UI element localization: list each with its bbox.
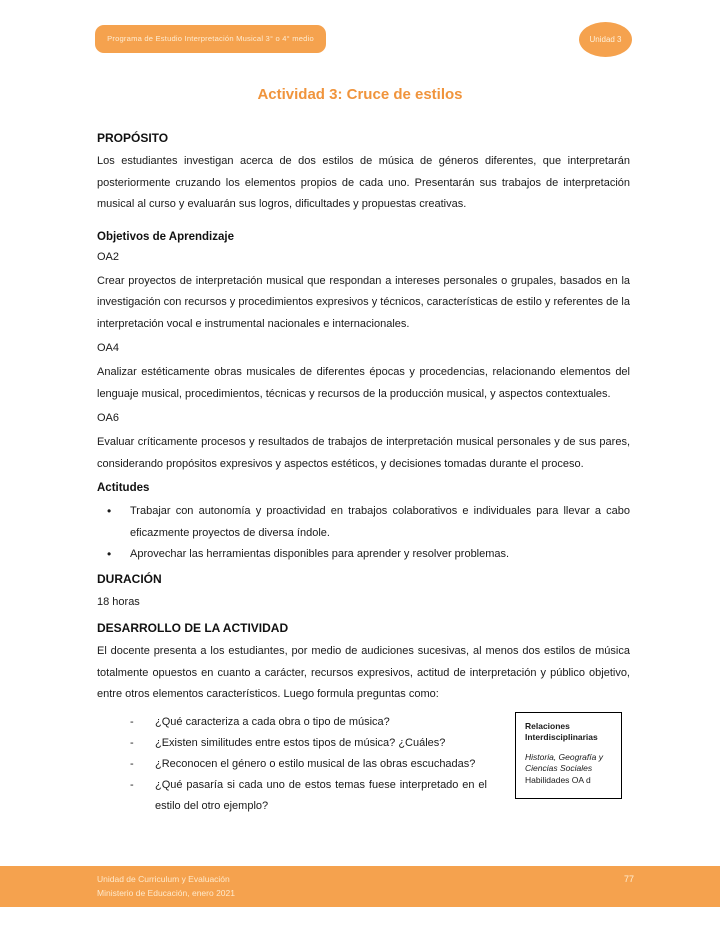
oa4-paragraph: Analizar estéticamente obras musicales de diferentes épocas y procedencias, relacionando elementos del lenguaje musical, procedimientos, técnicas y recursos de la producción musical, y aspectos contextuales. bbox=[97, 366, 630, 400]
questions-row bbox=[97, 712, 630, 817]
actitudes-heading: Actitudes bbox=[97, 482, 150, 494]
question-item: - ¿Existen similitudes entre estos tipos de música? ¿Cuáles? bbox=[97, 733, 487, 754]
footer-credits bbox=[97, 873, 235, 900]
objetivos-heading: Objetivos de Aprendizaje bbox=[97, 230, 234, 243]
oa2-paragraph: Crear proyectos de interpretación musical que respondan a intereses personales o grupales, basados en la investigación con recursos y procedimientos expresivos y técnicos, características de estilo y referentes de la interpretación vocal e instrumental nacionales e internacionales. bbox=[97, 274, 630, 330]
duracion-heading: DURACIÓN bbox=[97, 571, 162, 586]
duracion-value: 18 horas bbox=[97, 595, 140, 608]
oa6-paragraph: Evaluar críticamente procesos y resultados de trabajos de interpretación musical personales y de sus pares, considerando propósitos expresivos y aspectos estéticos, y decisiones tomadas durante el proceso. bbox=[97, 436, 630, 470]
actitudes-list bbox=[97, 501, 630, 566]
program-badge: Programa de Estudio Interpretación Musical 3° o 4° medio bbox=[95, 25, 326, 53]
sidebox-skills: Habilidades OA d bbox=[525, 774, 591, 785]
page-footer bbox=[0, 866, 720, 907]
proposito-paragraph: Los estudiantes investigan acerca de dos estilos de música de géneros diferentes, que interpretarán posteriormente cruzando los elementos propios de cada uno. Presentarán sus trabajos de interpretación musical al curso y evaluarán sus logros, dificultades y propuestas creativas. bbox=[97, 155, 630, 210]
oa2-label: OA2 bbox=[97, 250, 120, 263]
content-column bbox=[97, 131, 630, 817]
question-item: - ¿Qué caracteriza a cada obra o tipo de música? bbox=[97, 712, 487, 733]
unit-badge: Unidad 3 bbox=[579, 22, 632, 57]
desarrollo-heading: DESARROLLO DE LA ACTIVIDAD bbox=[97, 621, 289, 635]
interdisciplinary-relations-box bbox=[515, 712, 622, 799]
questions-list bbox=[97, 712, 487, 817]
sidebox-title: Relaciones Interdisciplinarias bbox=[525, 720, 598, 742]
sidebox-subject: Historia, Geografía y Ciencias Sociales bbox=[525, 751, 603, 773]
desarrollo-intro: El docente presenta a los estudiantes, por medio de audiciones sucesivas, al menos dos estilos de música totalmente opuestos en cuanto a carácter, recursos expresivos, actitud de interpretación y público objetivo, entre otros elementos característicos. Luego formula preguntas como: bbox=[97, 645, 630, 700]
oa6-label: OA6 bbox=[97, 412, 120, 424]
page-number: 77 bbox=[623, 874, 634, 884]
oa4-label: OA4 bbox=[97, 342, 120, 354]
question-item: - ¿Qué pasaría si cada uno de estos temas fuese interpretado en el estilo del otro ejemplo? bbox=[97, 775, 487, 817]
actitudes-item: • Trabajar con autonomía y proactividad en trabajos colaborativos e individuales para llevar a cabo eficazmente proyectos de diversa índole. bbox=[97, 501, 630, 544]
activity-title: Actividad 3: Cruce de estilos bbox=[257, 86, 463, 103]
question-item: - ¿Reconocen el género o estilo musical de las obras escuchadas? bbox=[97, 754, 487, 775]
actitudes-item: • Aprovechar las herramientas disponibles para aprender y resolver problemas. bbox=[97, 544, 630, 566]
proposito-heading: PROPÓSITO bbox=[97, 131, 169, 145]
footer-line2: Ministerio de Educación, enero 2021 bbox=[97, 887, 235, 898]
footer-line1: Unidad de Curriculum y Evaluación bbox=[97, 874, 230, 884]
